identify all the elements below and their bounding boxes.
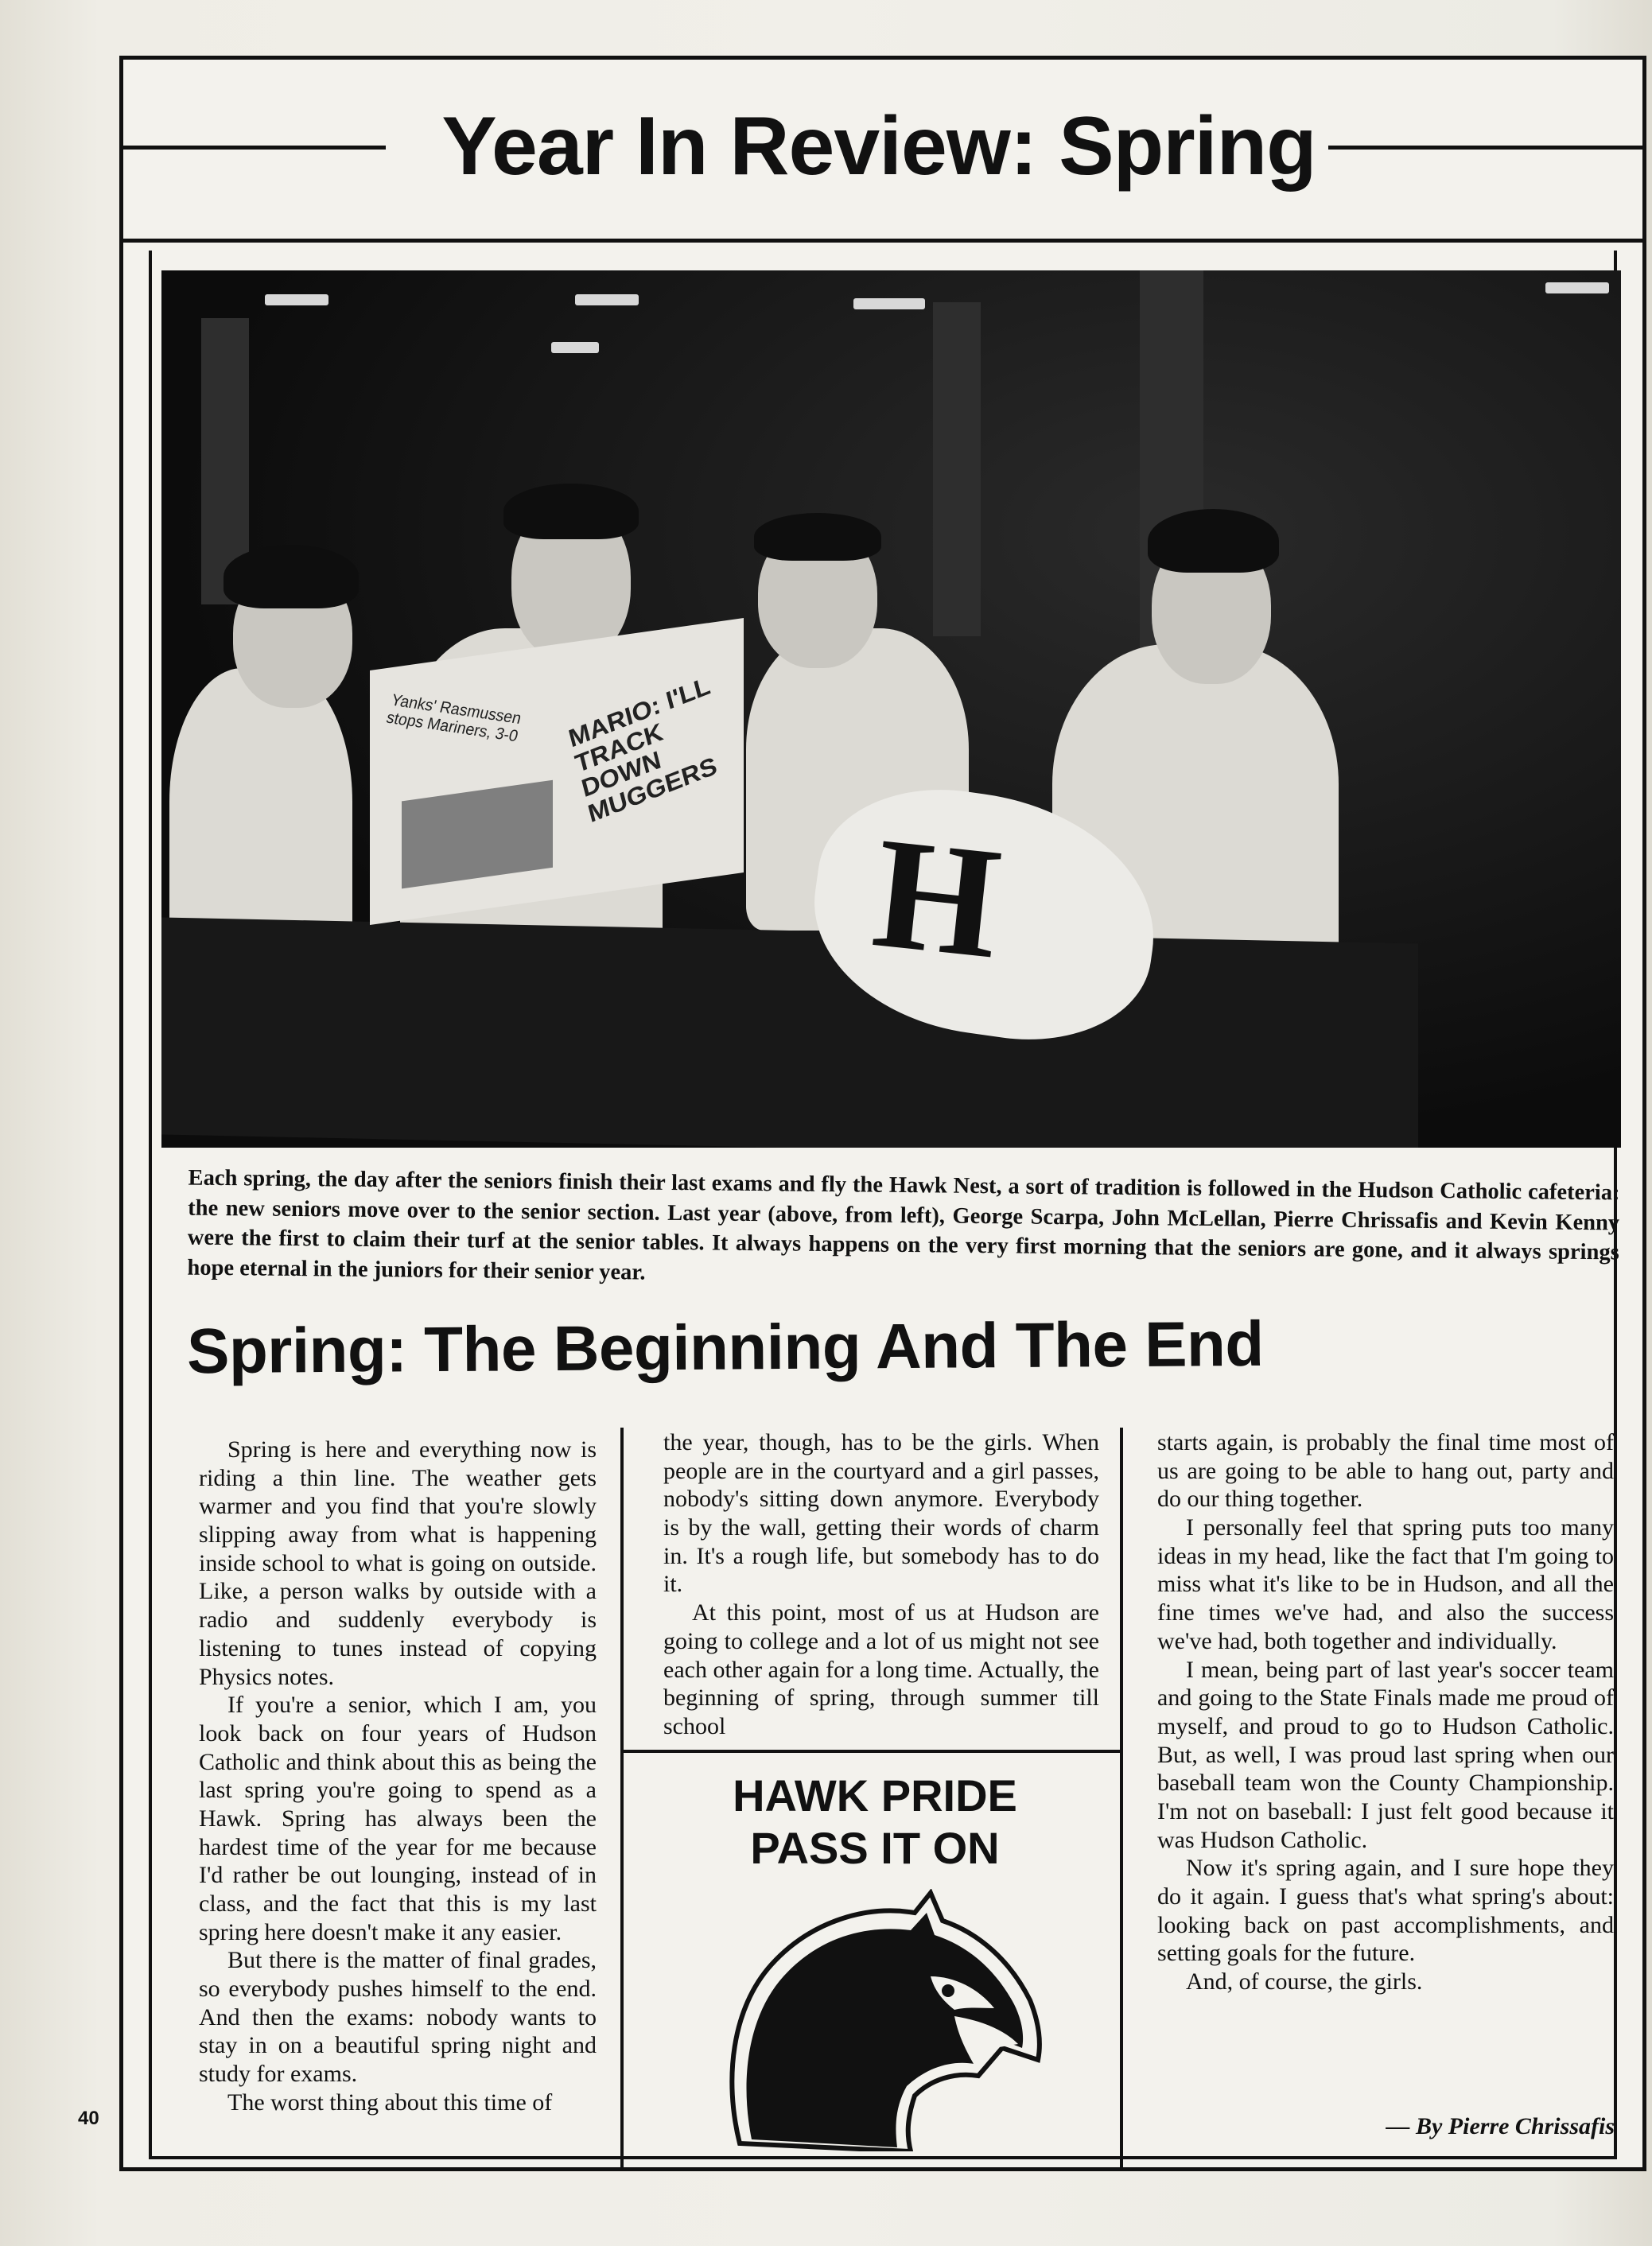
title-band — [123, 60, 1642, 243]
newspaper — [370, 618, 744, 925]
cafeteria-table — [161, 917, 1418, 1148]
paragraph: I personally feel that spring puts too many ideas in my head, like the fact that I'm going to miss what it's like to be in Hudson, and all the fine times we've had, and also the success we've had, both together and individually. — [1157, 1514, 1614, 1654]
paragraph: And, of course, the girls. — [1186, 1968, 1423, 1995]
paragraph: starts again, is probably the final time most of us are going to be able to hang out, party and do our thing together. — [1157, 1429, 1614, 1513]
ad-line-1: HAWK PRIDE — [733, 1770, 1017, 1821]
paragraph: Spring is here and everything now is riding a thin line. The weather gets warmer and you find that you're slowly slipping away from what is happening inside school to what is going on outside. Like, a person walks by outside with a radio and suddenly everybody is listening to tunes instead of copying Physics notes. — [199, 1436, 597, 1690]
title-rule-left — [123, 146, 386, 150]
article-column-3 — [1157, 1428, 1614, 1996]
student-hair — [754, 513, 881, 561]
paragraph: The worst thing about this time of — [227, 2089, 553, 2116]
newspaper-subhead: Yanks' Rasmussen stops Mariners, 3-0 — [384, 691, 523, 746]
ceiling-light — [551, 342, 599, 353]
cafeteria-photo — [161, 270, 1621, 1148]
column-divider — [1120, 1428, 1123, 2171]
newspaper-photo — [402, 780, 553, 889]
byline: — By Pierre Chrissafis — [1386, 2113, 1615, 2139]
paragraph: the year, though, has to be the girls. When people are in the courtyard and a girl passes, nobody's sitting down anymore. Everybody is by the wall, getting their words of charm in. It's a rough life, but somebody has to do it. — [663, 1429, 1099, 1598]
pillar — [933, 302, 981, 636]
hawk-head-icon — [716, 1889, 1050, 2151]
column-divider — [620, 1428, 624, 2171]
article-column-2 — [663, 1428, 1099, 1741]
paragraph: At this point, most of us at Hudson are going to college and a lot of us might not see each other again for a long time. Actually, the beginning of spring, through summer till school — [663, 1599, 1099, 1739]
ad-box-top-rule — [624, 1750, 1120, 1753]
paragraph: But there is the matter of final grades, so everybody pushes himself to the end. And then the exams: nobody wants to stay in on a beautiful spring night and study for exams. — [199, 1947, 597, 2088]
article-column-1 — [199, 1436, 597, 2117]
paragraph: If you're a senior, which I am, you look back on four years of Hudson Catholic and think about this as being the last spring you're going to spend as a Hawk. Spring has always been the hardest time of the year for me because I'd rather be out lounging, instead of in class, and the fact that this is my last spring here doesn't make it any easier. — [199, 1692, 597, 1945]
ceiling-light — [265, 294, 328, 305]
ceiling-light — [853, 298, 925, 309]
ceiling-light — [575, 294, 639, 305]
newspaper-headline: MARIO: I'LL TRACK DOWN MUGGERS — [566, 671, 720, 828]
student-hair — [1148, 509, 1279, 573]
photo-caption: Each spring, the day after the seniors finish their last exams and fly the Hawk Nest, a sort of tradition is followed in the Hudson Catholic cafeteria: the new seniors move over to the senior section. Last year (above, from left), George Scarpa, John McLellan, Pierre Chrissafis and Kevin Kenny were the first to claim their turf at the senior tables. It always happens on the very first morning that the seniors are gone, and it always springs hope eternal in the juniors for their senior year. — [187, 1165, 1620, 1285]
student-hair — [224, 545, 359, 608]
title-rule-right — [1328, 146, 1642, 150]
page-title: Year In Review: Spring — [441, 100, 1316, 192]
student-hair — [503, 484, 639, 539]
ad-line-2: PASS IT ON — [750, 1822, 1000, 1873]
hawk-pride-ad — [636, 1770, 1114, 1874]
ceiling-light — [1545, 282, 1609, 293]
paragraph: I mean, being part of last year's soccer team and going to the State Finals made me proud of myself, and proud to go to Hudson Catholic. But, as well, I was proud last spring when our baseball team won the County Championship. I'm not on baseball: I just felt good because it was Hudson Catholic. — [1157, 1656, 1614, 1853]
paragraph: Now it's spring again, and I sure hope they do it again. I guess that's what spring's about: looking back on past accomplishments, and setting goals for the future. — [1157, 1855, 1614, 1967]
pennant-letter: H — [866, 804, 1008, 993]
page-number: 40 — [78, 2108, 99, 2129]
article-title: Spring: The Beginning And The End — [186, 1308, 1265, 1387]
